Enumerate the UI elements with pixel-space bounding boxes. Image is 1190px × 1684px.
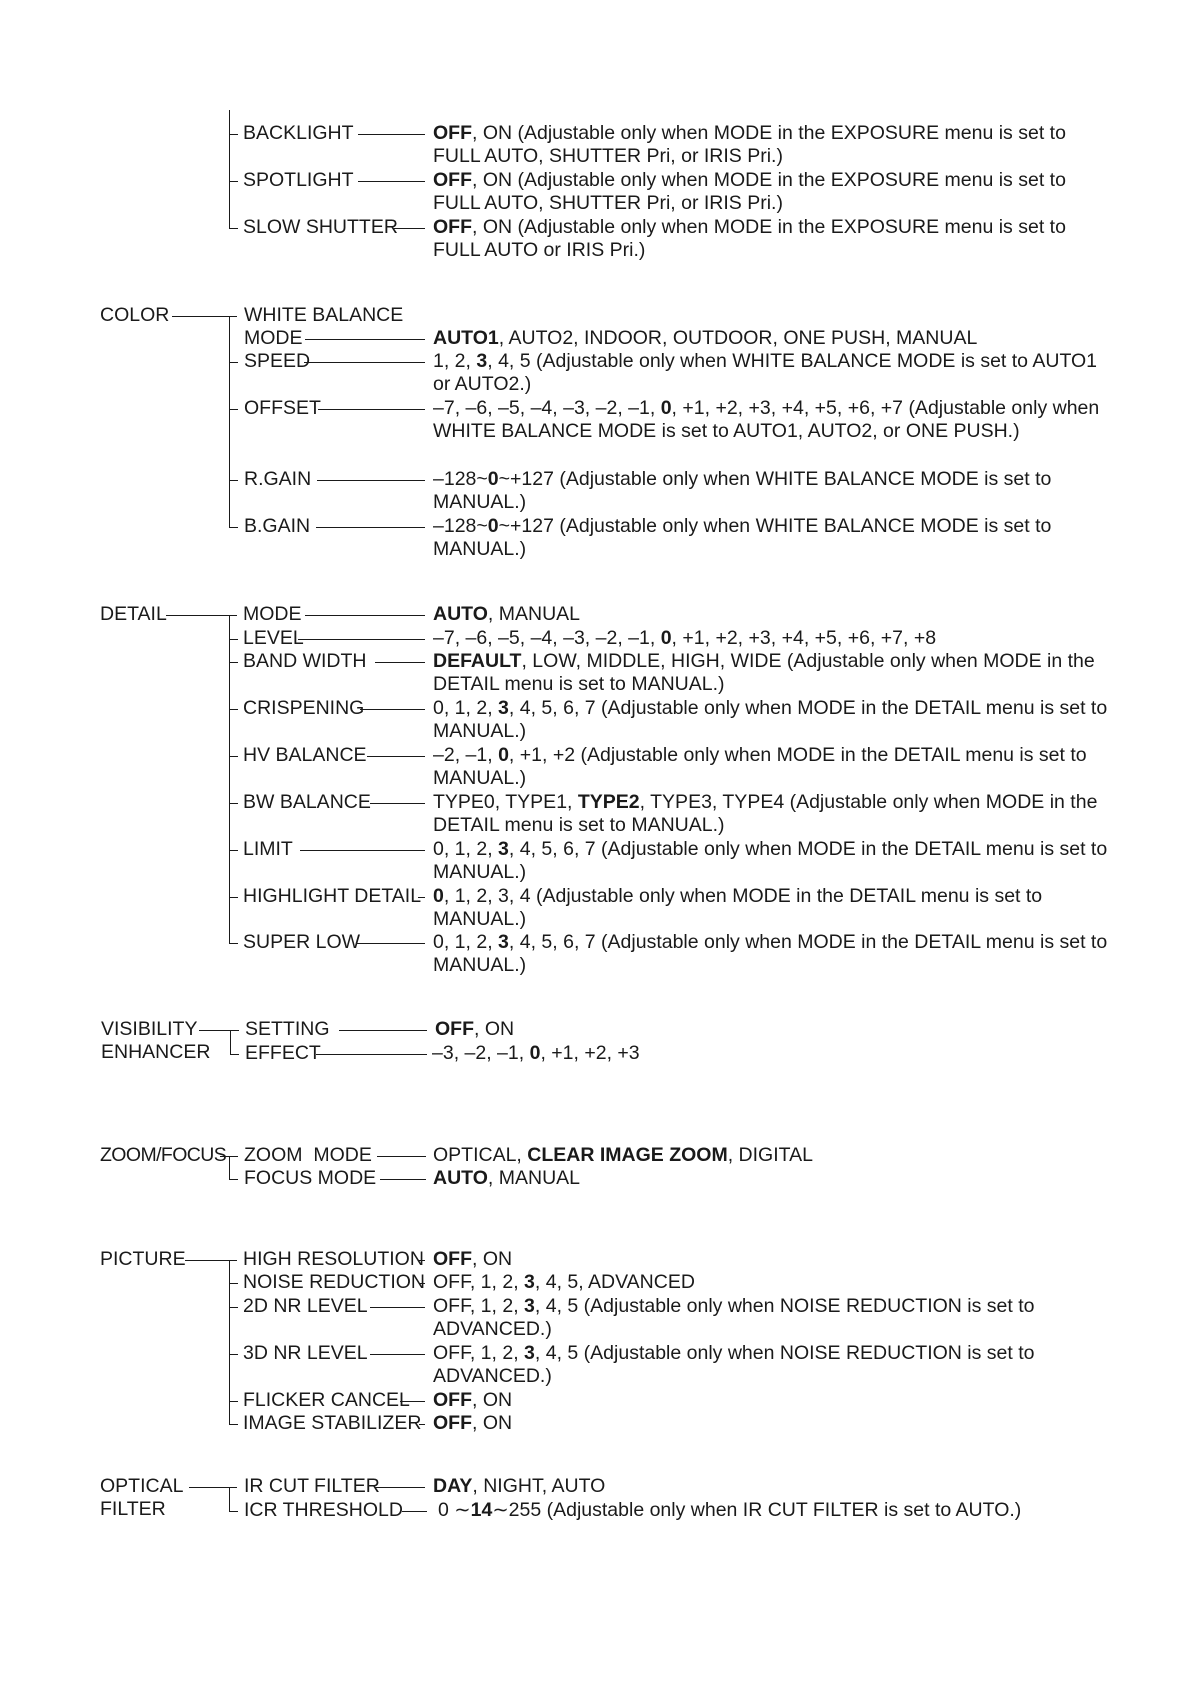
menu-value-slow-shutter: OFF, ON (Adjustable only when MODE in the EXPOSURE menu is set to FULL AUTO or IRIS Pri.) bbox=[433, 216, 1066, 262]
leader-line bbox=[418, 897, 425, 898]
tree-connector bbox=[229, 1354, 238, 1355]
menu-value-ve-setting: OFF, ON bbox=[435, 1018, 515, 1040]
menu-item-high-resolution: HIGH RESOLUTION bbox=[243, 1248, 424, 1270]
category-picture: PICTURE bbox=[100, 1248, 186, 1270]
menu-value-image-stabilizer: OFF, ON bbox=[433, 1412, 513, 1434]
leader-line bbox=[317, 480, 425, 481]
menu-item-r-gain: R.GAIN bbox=[244, 468, 312, 490]
menu-value-backlight: OFF, ON (Adjustable only when MODE in the EXPOSURE menu is set to FULL AUTO, SHUTTER Pri, or IRIS Pri.) bbox=[433, 122, 1066, 168]
tree-connector bbox=[229, 1511, 238, 1512]
leader-line bbox=[339, 1030, 427, 1031]
tree-connector bbox=[229, 615, 230, 943]
tree-connector bbox=[230, 1054, 239, 1055]
menu-item-limit: LIMIT bbox=[243, 838, 293, 860]
leader-line bbox=[375, 662, 425, 663]
menu-item-band-width: BAND WIDTH bbox=[243, 650, 367, 672]
tree-connector bbox=[229, 1401, 238, 1402]
category-optical-filter: OPTICAL FILTER bbox=[100, 1475, 184, 1521]
menu-item-2d-nr-level: 2D NR LEVEL bbox=[243, 1295, 368, 1317]
category-color: COLOR bbox=[100, 304, 170, 326]
menu-item-icr-threshold: ICR THRESHOLD bbox=[244, 1499, 403, 1521]
menu-value-speed: 1, 2, 3, 4, 5 (Adjustable only when WHITE BALANCE MODE is set to AUTO1 or AUTO2.) bbox=[433, 350, 1098, 396]
tree-connector bbox=[229, 709, 238, 710]
leader-line bbox=[419, 1424, 425, 1425]
menu-item-flicker-cancel: FLICKER CANCEL bbox=[243, 1389, 410, 1411]
tree-connector bbox=[229, 362, 238, 363]
menu-item-level: LEVEL bbox=[243, 627, 304, 649]
menu-item-noise-reduction: NOISE REDUCTION bbox=[243, 1271, 426, 1293]
leader-line bbox=[377, 1156, 426, 1157]
menu-value-b-gain: –128~0~+127 (Adjustable only when WHITE BALANCE MODE is set to MANUAL.) bbox=[433, 515, 1052, 561]
tree-connector bbox=[230, 1030, 231, 1054]
leader-line bbox=[305, 339, 425, 340]
menu-value-flicker-cancel: OFF, ON bbox=[433, 1389, 513, 1411]
menu-item-highlight-detail: HIGHLIGHT DETAIL bbox=[243, 885, 422, 907]
tree-connector bbox=[229, 756, 238, 757]
tree-connector bbox=[229, 1179, 238, 1180]
leader-line bbox=[358, 181, 425, 182]
category-visibility-enhancer: VISIBILITY ENHANCER bbox=[101, 1018, 211, 1064]
menu-value-ir-cut-filter: DAY, NIGHT, AUTO bbox=[433, 1475, 606, 1497]
tree-connector bbox=[229, 1156, 230, 1179]
menu-item-3d-nr-level: 3D NR LEVEL bbox=[243, 1342, 368, 1364]
menu-value-spotlight: OFF, ON (Adjustable only when MODE in the EXPOSURE menu is set to FULL AUTO, SHUTTER Pri, or IRIS Pri.) bbox=[433, 169, 1066, 215]
menu-value-r-gain: –128~0~+127 (Adjustable only when WHITE BALANCE MODE is set to MANUAL.) bbox=[433, 468, 1052, 514]
menu-item-spotlight: SPOTLIGHT bbox=[243, 169, 354, 191]
menu-value-wb-mode: AUTO1, AUTO2, INDOOR, OUTDOOR, ONE PUSH, MANUAL bbox=[433, 327, 978, 349]
tree-connector bbox=[229, 943, 238, 944]
menu-item-image-stabilizer: IMAGE STABILIZER bbox=[243, 1412, 422, 1434]
tree-connector bbox=[229, 1307, 238, 1308]
menu-value-highlight-detail: 0, 1, 2, 3, 4 (Adjustable only when MODE in the DETAIL menu is set to MANUAL.) bbox=[433, 885, 1043, 931]
tree-connector bbox=[229, 480, 238, 481]
tree-connector bbox=[229, 662, 238, 663]
menu-value-level: –7, –6, –5, –4, –3, –2, –1, 0, +1, +2, +3, +4, +5, +6, +7, +8 bbox=[433, 627, 937, 649]
tree-connector bbox=[229, 316, 230, 527]
tree-connector bbox=[229, 897, 238, 898]
menu-value-bw-balance: TYPE0, TYPE1, TYPE2, TYPE3, TYPE4 (Adjustable only when MODE in the DETAIL menu is set to MANUAL.) bbox=[433, 791, 1098, 837]
menu-item-zoom-mode: ZOOM MODE bbox=[244, 1144, 372, 1166]
leader-line bbox=[360, 709, 425, 710]
menu-item-ve-effect: EFFECT bbox=[245, 1042, 321, 1064]
tree-connector bbox=[166, 615, 237, 616]
leader-line bbox=[375, 1487, 425, 1488]
menu-item-crispening: CRISPENING bbox=[243, 697, 365, 719]
leader-line bbox=[370, 803, 425, 804]
tree-connector bbox=[229, 1424, 238, 1425]
menu-item-ve-setting: SETTING bbox=[245, 1018, 330, 1040]
menu-value-hv-balance: –2, –1, 0, +1, +2 (Adjustable only when MODE in the DETAIL menu is set to MANUAL.) bbox=[433, 744, 1087, 790]
menu-value-high-resolution: OFF, ON bbox=[433, 1248, 513, 1270]
tree-connector bbox=[229, 527, 238, 528]
leader-line bbox=[318, 409, 425, 410]
leader-line bbox=[380, 1179, 426, 1180]
leader-line bbox=[400, 1401, 425, 1402]
menu-value-super-low: 0, 1, 2, 3, 4, 5, 6, 7 (Adjustable only when MODE in the DETAIL menu is set to MANUAL.) bbox=[433, 931, 1108, 977]
leader-line bbox=[300, 850, 425, 851]
menu-value-zoom-mode: OPTICAL, CLEAR IMAGE ZOOM, DIGITAL bbox=[433, 1144, 813, 1166]
tree-connector bbox=[229, 1260, 230, 1424]
menu-value-crispening: 0, 1, 2, 3, 4, 5, 6, 7 (Adjustable only when MODE in the DETAIL menu is set to MANUAL.) bbox=[433, 697, 1108, 743]
menu-item-wb-mode: MODE bbox=[244, 327, 303, 349]
leader-line bbox=[370, 1307, 425, 1308]
tree-connector bbox=[229, 1487, 230, 1511]
leader-line bbox=[367, 756, 425, 757]
leader-line bbox=[304, 362, 425, 363]
menu-item-ir-cut-filter: IR CUT FILTER bbox=[244, 1475, 380, 1497]
menu-item-super-low: SUPER LOW bbox=[243, 931, 361, 953]
tree-connector bbox=[229, 1283, 238, 1284]
menu-value-icr-threshold: 0 ∼14∼255 (Adjustable only when IR CUT FILTER is set to AUTO.) bbox=[438, 1499, 1022, 1521]
menu-value-focus-mode: AUTO, MANUAL bbox=[433, 1167, 581, 1189]
leader-line bbox=[419, 1283, 425, 1284]
menu-value-2d-nr-level: OFF, 1, 2, 3, 4, 5 (Adjustable only when NOISE REDUCTION is set to ADVANCED.) bbox=[433, 1295, 1035, 1341]
menu-value-noise-reduction: OFF, 1, 2, 3, 4, 5, ADVANCED bbox=[433, 1271, 695, 1293]
leader-line bbox=[370, 1354, 425, 1355]
tree-connector bbox=[229, 134, 238, 135]
tree-connector bbox=[199, 1030, 239, 1031]
leader-line bbox=[316, 527, 425, 528]
menu-value-detail-mode: AUTO, MANUAL bbox=[433, 603, 581, 625]
menu-value-ve-effect: –3, –2, –1, 0, +1, +2, +3 bbox=[432, 1042, 640, 1064]
tree-connector bbox=[229, 181, 238, 182]
menu-item-offset: OFFSET bbox=[244, 397, 321, 419]
tree-connector bbox=[229, 639, 238, 640]
leader-line bbox=[305, 615, 425, 616]
menu-value-offset: –7, –6, –5, –4, –3, –2, –1, 0, +1, +2, +3, +4, +5, +6, +7 (Adjustable only when WHITE BALANCE MODE is set to AUTO1, AUTO2, or ONE PUSH.) bbox=[433, 397, 1100, 443]
menu-item-detail-mode: MODE bbox=[243, 603, 302, 625]
menu-item-speed: SPEED bbox=[244, 350, 311, 372]
tree-connector bbox=[229, 850, 238, 851]
menu-item-b-gain: B.GAIN bbox=[244, 515, 311, 537]
tree-connector bbox=[229, 228, 238, 229]
menu-value-band-width: DEFAULT, LOW, MIDDLE, HIGH, WIDE (Adjustable only when MODE in the DETAIL menu is set to MANUAL.) bbox=[433, 650, 1095, 696]
menu-value-limit: 0, 1, 2, 3, 4, 5, 6, 7 (Adjustable only when MODE in the DETAIL menu is set to MANUAL.) bbox=[433, 838, 1108, 884]
menu-item-focus-mode: FOCUS MODE bbox=[244, 1167, 377, 1189]
category-detail: DETAIL bbox=[100, 603, 167, 625]
menu-item-bw-balance: BW BALANCE bbox=[243, 791, 371, 813]
leader-line bbox=[316, 1054, 427, 1055]
tree-connector bbox=[229, 110, 230, 228]
category-zoom-focus: ZOOM/FOCUS bbox=[100, 1144, 227, 1166]
leader-line bbox=[402, 1511, 427, 1512]
menu-item-slow-shutter: SLOW SHUTTER bbox=[243, 216, 398, 238]
menu-value-3d-nr-level: OFF, 1, 2, 3, 4, 5 (Adjustable only when NOISE REDUCTION is set to ADVANCED.) bbox=[433, 1342, 1035, 1388]
tree-connector bbox=[229, 409, 238, 410]
tree-connector bbox=[229, 803, 238, 804]
menu-item-backlight: BACKLIGHT bbox=[243, 122, 354, 144]
menu-item-white-balance: WHITE BALANCE bbox=[244, 304, 404, 326]
menu-item-hv-balance: HV BALANCE bbox=[243, 744, 367, 766]
leader-line bbox=[419, 1260, 425, 1261]
tree-connector bbox=[172, 316, 237, 317]
leader-line bbox=[298, 639, 425, 640]
leader-line bbox=[393, 228, 425, 229]
leader-line bbox=[357, 943, 425, 944]
leader-line bbox=[358, 134, 425, 135]
